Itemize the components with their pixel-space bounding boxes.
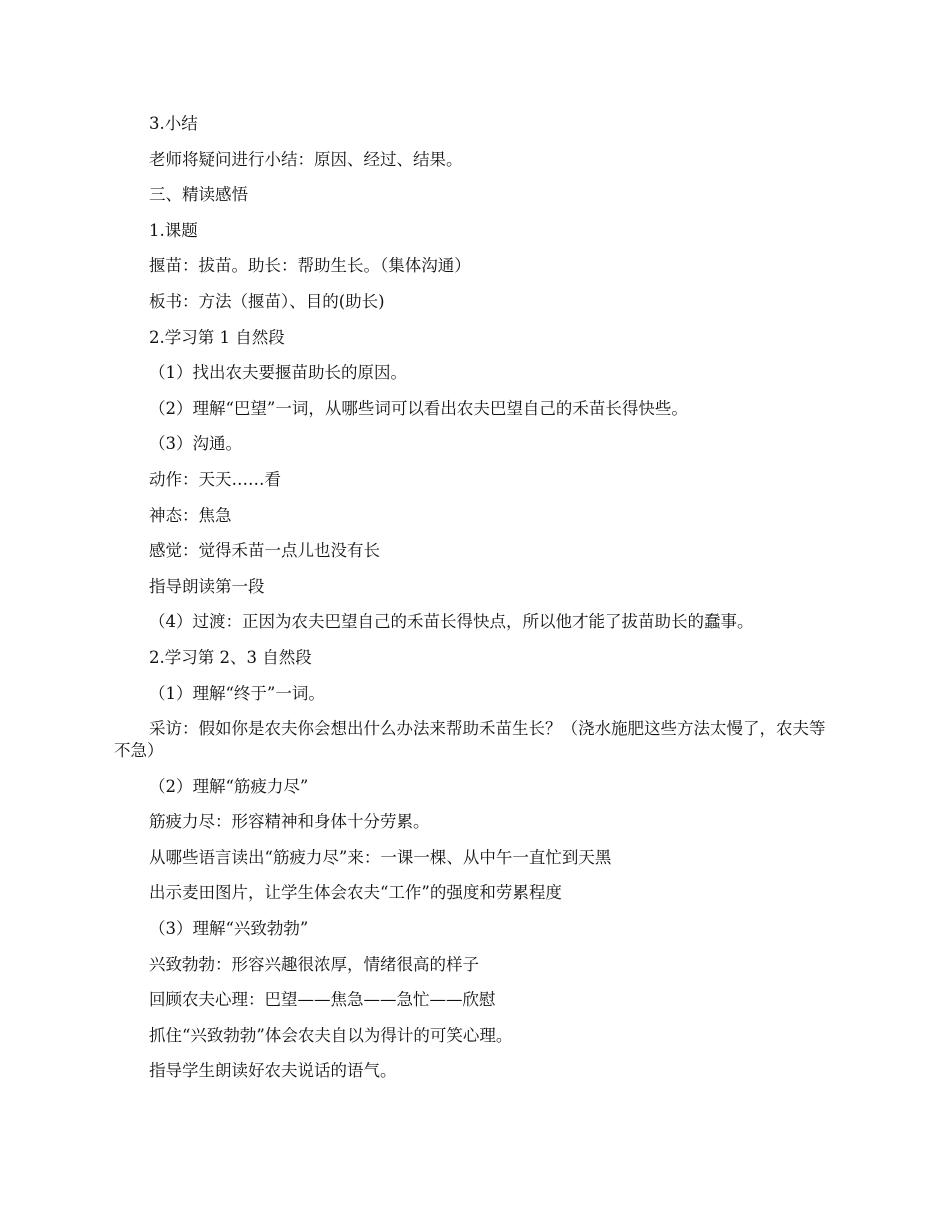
list-item: （3）沟通。 bbox=[149, 434, 242, 454]
document-body bbox=[114, 113, 830, 1096]
list-item: （1）找出农夫要揠苗助长的原因。 bbox=[149, 363, 407, 383]
list-item: （4）过渡：正因为农夫巴望自己的禾苗长得快点，所以他才能了拔苗助长的蠢事。 bbox=[149, 612, 754, 632]
list-item: （2）理解“巴望”一词，从哪些词可以看出农夫巴望自己的禾苗长得快些。 bbox=[149, 398, 688, 418]
paragraph: 板书：方法（揠苗）、目的(助长) bbox=[149, 291, 385, 311]
subheading: 1.课题 bbox=[149, 220, 198, 240]
paragraph: 从哪些语言读出“筋疲力尽”来：一课一棵、从中午一直忙到天黑 bbox=[149, 847, 612, 867]
paragraph: 揠苗：拔苗。助长：帮助生长。（集体沟通） bbox=[149, 256, 471, 276]
paragraph: 指导学生朗读好农夫说话的语气。 bbox=[149, 1061, 397, 1081]
subheading: 2.学习第 1 自然段 bbox=[149, 327, 285, 347]
paragraph: 出示麦田图片，让学生体会农夫“工作”的强度和劳累程度 bbox=[149, 883, 562, 903]
paragraph: 感觉：觉得禾苗一点儿也没有长 bbox=[149, 541, 380, 561]
paragraph: 抓住“兴致勃勃”体会农夫自以为得计的可笑心理。 bbox=[149, 1025, 513, 1045]
subheading: 2.学习第 2、3 自然段 bbox=[149, 647, 312, 667]
list-item: （1）理解“终于”一词。 bbox=[149, 683, 325, 703]
paragraph: 筋疲力尽：形容精神和身体十分劳累。 bbox=[149, 812, 430, 832]
paragraph: 老师将疑问进行小结：原因、经过、结果。 bbox=[149, 149, 463, 169]
paragraph: 回顾农夫心理：巴望——焦急——急忙——欣慰 bbox=[149, 990, 496, 1010]
list-item: （3）理解“兴致勃勃” bbox=[149, 919, 309, 939]
paragraph: 动作：天天……看 bbox=[149, 469, 281, 489]
paragraph: 兴致勃勃：形容兴趣很浓厚，情绪很高的样子 bbox=[149, 954, 479, 974]
section-heading: 三、精读感悟 bbox=[149, 185, 248, 205]
heading-summary: 3.小结 bbox=[149, 114, 198, 133]
list-item: （2）理解“筋疲力尽” bbox=[149, 776, 309, 796]
paragraph: 采访：假如你是农夫你会想出什么办法来帮助禾苗生长？（浇水施肥这些方法太慢了，农夫等不急） bbox=[114, 719, 826, 761]
paragraph: 神态：焦急 bbox=[149, 505, 232, 525]
paragraph: 指导朗读第一段 bbox=[149, 576, 265, 596]
